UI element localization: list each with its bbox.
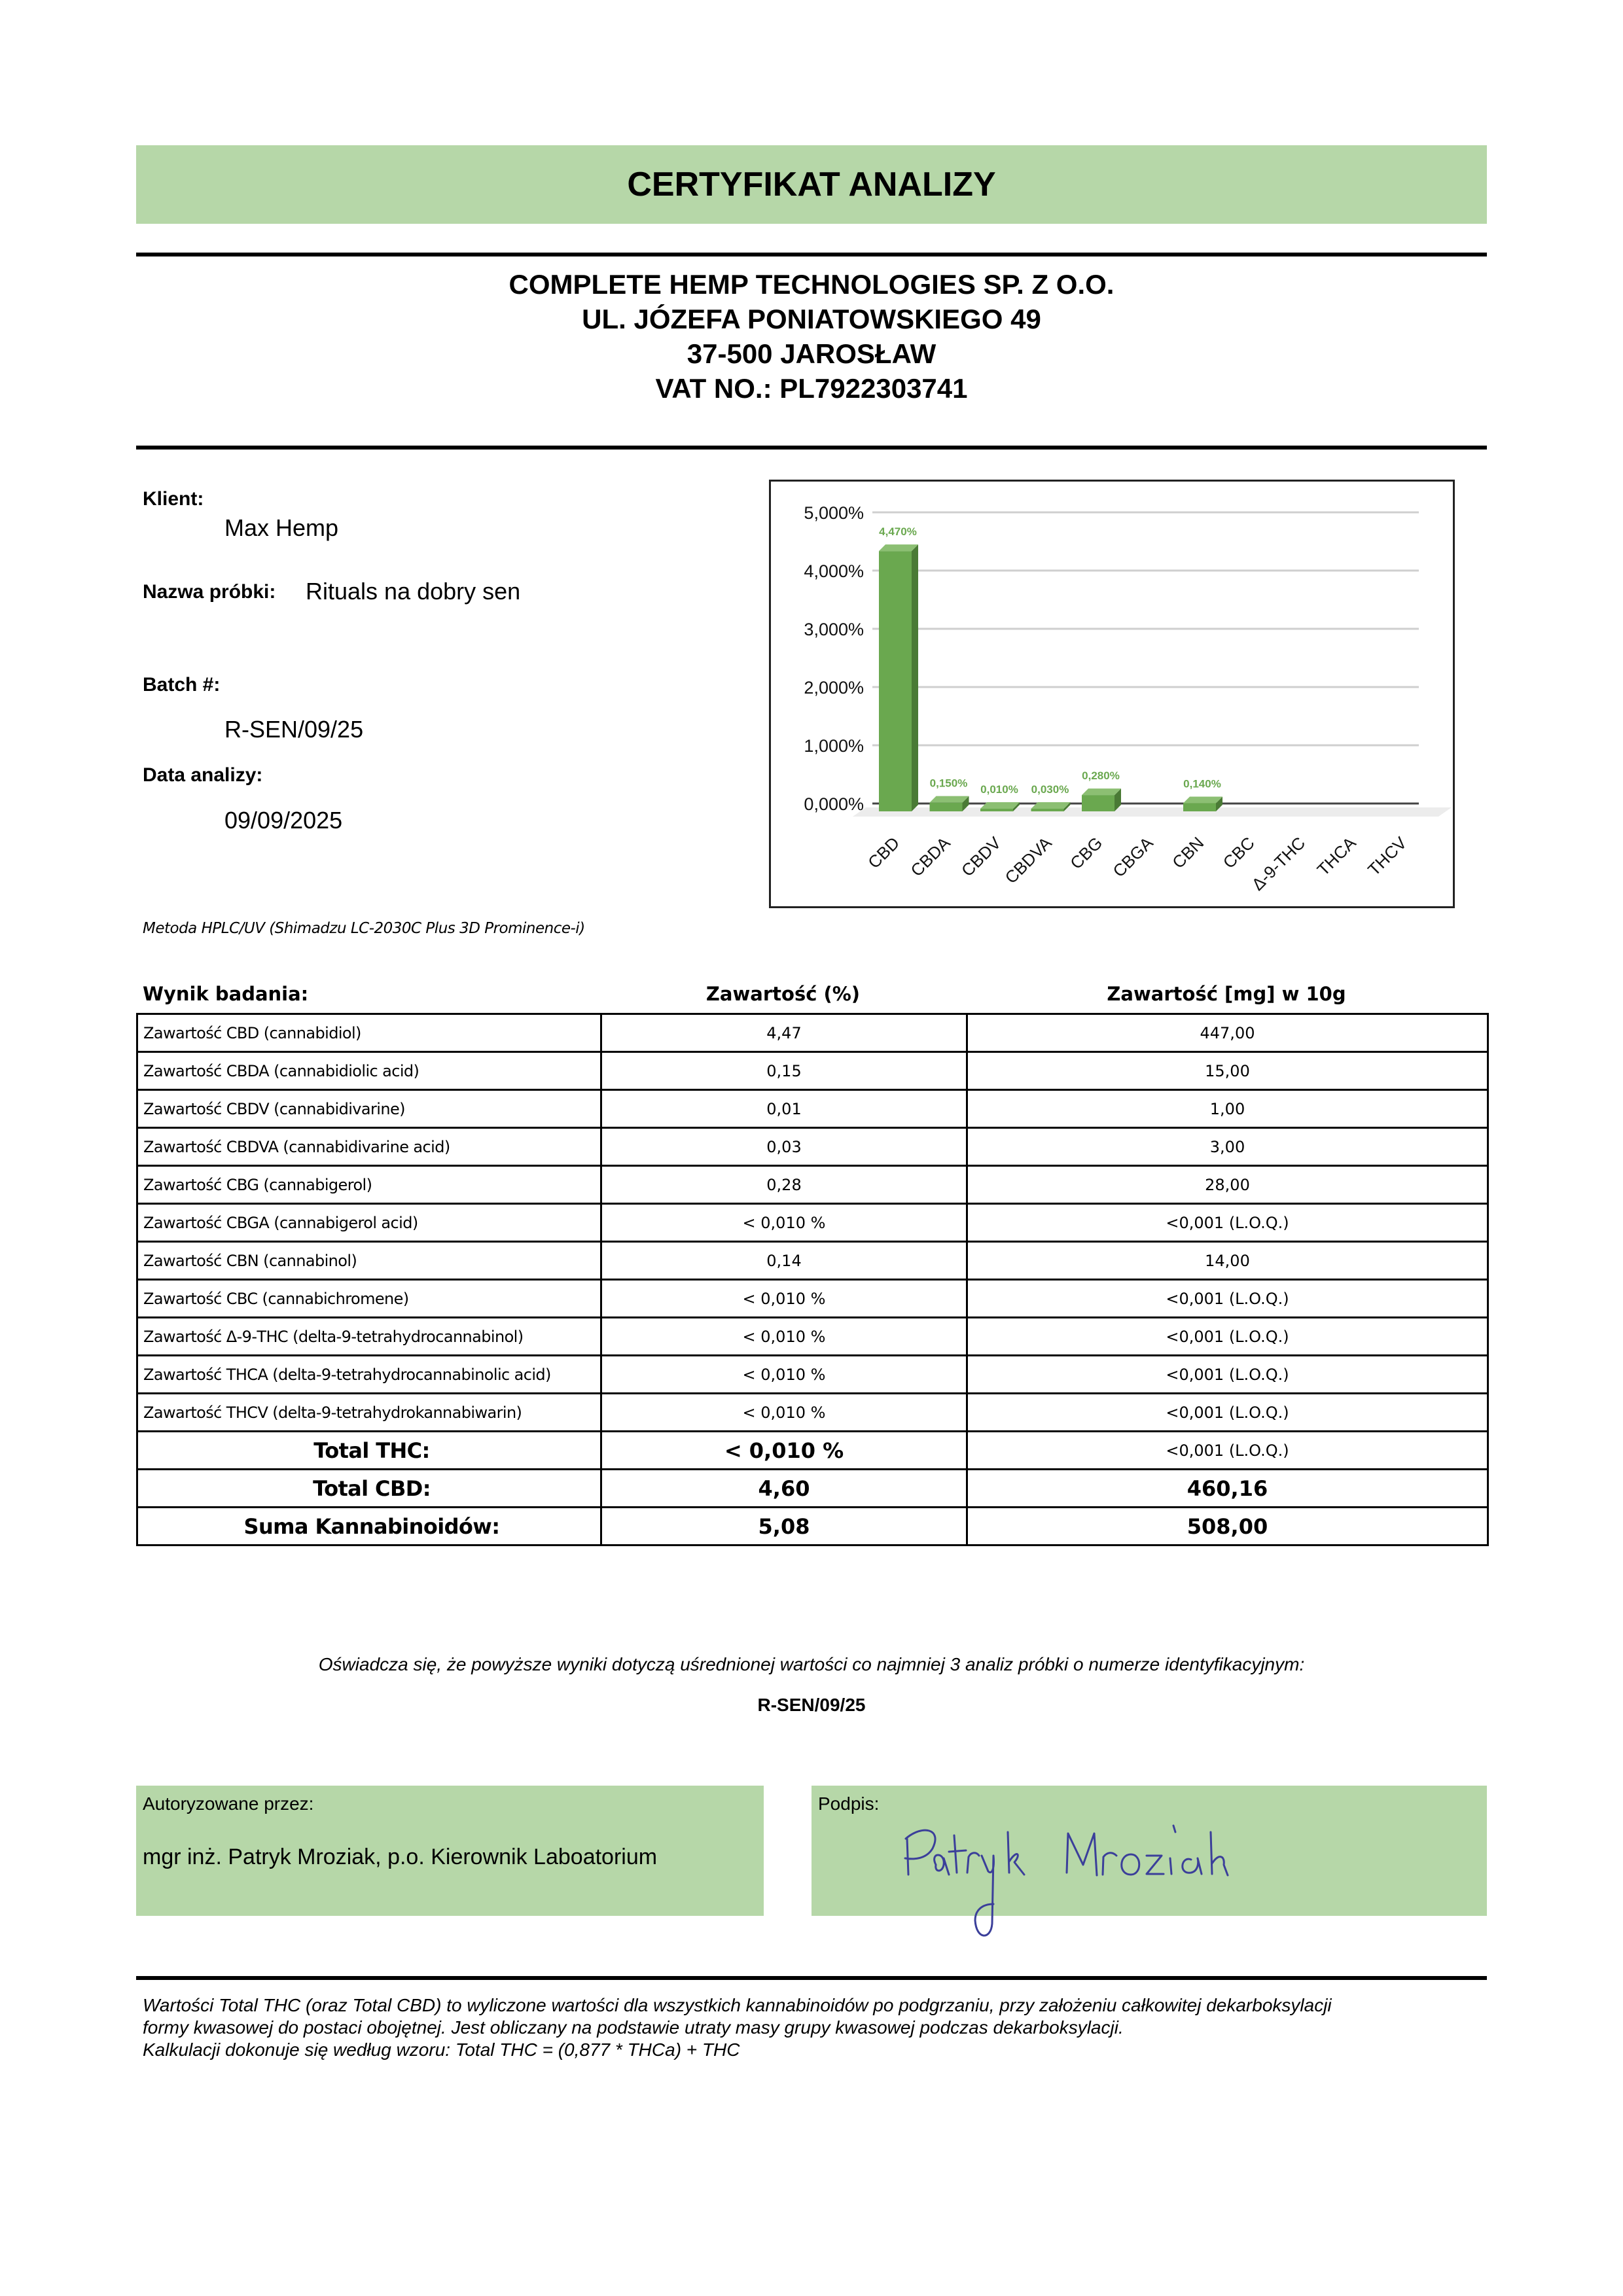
y-tick-label: 4,000% xyxy=(804,561,864,581)
bar-data-label: 0,030% xyxy=(1031,783,1069,796)
table-total-row xyxy=(137,1470,1488,1508)
cell-name: Zawartość CBG (cannabigerol) xyxy=(137,1166,601,1204)
x-category-label: CBDV xyxy=(957,833,1005,881)
bar-top xyxy=(879,544,918,551)
x-category-label: CBD xyxy=(864,833,904,873)
cell-mg: <0,001 (L.O.Q.) xyxy=(967,1280,1488,1318)
x-category-label: Δ-9-THC xyxy=(1247,833,1310,894)
bar-top xyxy=(1082,788,1121,795)
company-vat: VAT NO.: PL7922303741 xyxy=(655,373,968,404)
cell-percent: 5,08 xyxy=(601,1508,967,1545)
bar xyxy=(930,803,963,811)
cell-name: Zawartość THCV (delta-9-tetrahydrokannabiwarin) xyxy=(137,1394,601,1432)
table-row xyxy=(137,1128,1488,1166)
x-category-label: CBN xyxy=(1168,833,1208,873)
cell-mg: 15,00 xyxy=(967,1052,1488,1090)
footnote-line-2: formy kwasowej do postaci obojętnej. Jest obliczany na podstawie utraty masy grupy kwasowej podczas dekarboksylacji. xyxy=(143,2017,1124,2038)
cell-mg: 508,00 xyxy=(967,1508,1488,1545)
footnote-line-3: Kalkulacji dokonuje się według wzoru: Total THC = (0,877 * THCa) + THC xyxy=(143,2040,740,2060)
footnote xyxy=(143,1994,1478,2061)
cell-percent: 0,03 xyxy=(601,1128,967,1166)
bar xyxy=(1183,804,1216,811)
table-row xyxy=(137,1166,1488,1204)
cell-name: Zawartość CBDV (cannabidivarine) xyxy=(137,1090,601,1128)
results-table-headers xyxy=(136,983,1487,1013)
authorized-by-label: Autoryzowane przez: xyxy=(143,1793,314,1814)
bar xyxy=(879,551,912,811)
analysis-date-label: Data analizy: xyxy=(143,764,263,786)
header-percent: Zawartość (%) xyxy=(705,983,861,1005)
header-mg: Zawartość [mg] w 10g xyxy=(1107,983,1346,1005)
cell-mg: 14,00 xyxy=(967,1242,1488,1280)
x-category-label: THCV xyxy=(1363,833,1411,880)
cell-name: Zawartość THCA (delta-9-tetrahydrocannabinolic acid) xyxy=(137,1356,601,1394)
cell-percent: 0,15 xyxy=(601,1052,967,1090)
declaration-text: Oświadcza się, że powyższe wyniki dotyczą uśrednionej wartości co najmniej 3 analiz próbki o numerze identyfikacyjnym: xyxy=(318,1654,1305,1674)
company-city: 37-500 JAROSŁAW xyxy=(687,338,936,369)
company-street: UL. JÓZEFA PONIATOWSKIEGO 49 xyxy=(582,304,1041,334)
declaration-sample-id: R-SEN/09/25 xyxy=(757,1695,866,1715)
cell-percent: < 0,010 % xyxy=(601,1318,967,1356)
footnote-line-1: Wartości Total THC (oraz Total CBD) to wyliczone wartości dla wszystkich kannabinoidów po podgrzaniu, przy założeniu całkowitej dekarboksylacji xyxy=(143,1995,1332,2015)
analysis-date-value: 09/09/2025 xyxy=(224,807,343,834)
cell-mg: 1,00 xyxy=(967,1090,1488,1128)
table-row xyxy=(137,1356,1488,1394)
cell-name: Zawartość CBDVA (cannabidivarine acid) xyxy=(137,1128,601,1166)
cell-name: Suma Kannabinoidów: xyxy=(137,1508,601,1545)
cell-name: Zawartość CBGA (cannabigerol acid) xyxy=(137,1204,601,1242)
bar-data-label: 0,280% xyxy=(1082,769,1120,783)
client-label: Klient: xyxy=(143,488,204,510)
table-row xyxy=(137,1280,1488,1318)
cell-name: Zawartość CBC (cannabichromene) xyxy=(137,1280,601,1318)
cell-percent: 0,01 xyxy=(601,1090,967,1128)
divider-top xyxy=(136,253,1487,256)
y-tick-label: 3,000% xyxy=(804,620,864,639)
bar-data-label: 4,470% xyxy=(879,525,917,539)
table-row xyxy=(137,1052,1488,1090)
table-row xyxy=(137,1204,1488,1242)
table-row xyxy=(137,1014,1488,1052)
bar-top xyxy=(930,796,969,803)
x-category-label: CBDA xyxy=(906,833,954,881)
header-result: Wynik badania: xyxy=(143,983,309,1005)
cell-mg: <0,001 (L.O.Q.) xyxy=(967,1204,1488,1242)
cell-name: Zawartość CBD (cannabidiol) xyxy=(137,1014,601,1052)
x-category-label: THCA xyxy=(1313,833,1360,880)
cannabinoid-bar-chart xyxy=(769,480,1455,908)
table-row xyxy=(137,1318,1488,1356)
x-category-label: CBC xyxy=(1219,833,1258,873)
divider-footer xyxy=(136,1976,1487,1980)
table-row xyxy=(137,1394,1488,1432)
x-category-label: CBG xyxy=(1066,833,1107,874)
y-tick-label: 5,000% xyxy=(804,503,864,523)
bar-top xyxy=(980,802,1020,809)
cell-percent: 0,14 xyxy=(601,1242,967,1280)
cell-name: Zawartość CBDA (cannabidiolic acid) xyxy=(137,1052,601,1090)
cell-percent: 4,47 xyxy=(601,1014,967,1052)
sample-name-label: Nazwa próbki: xyxy=(143,581,276,603)
bar xyxy=(1082,795,1115,811)
bar xyxy=(1031,809,1064,811)
table-total-row xyxy=(137,1508,1488,1545)
authorized-by-box xyxy=(136,1786,764,1916)
authorized-by-name: mgr inż. Patryk Mroziak, p.o. Kierownik Laboatorium xyxy=(143,1845,658,1869)
cell-percent: 4,60 xyxy=(601,1470,967,1508)
cell-mg: 460,16 xyxy=(967,1470,1488,1508)
cell-percent: < 0,010 % xyxy=(601,1204,967,1242)
title-band xyxy=(136,145,1487,224)
bar-side xyxy=(912,544,918,811)
divider-company xyxy=(136,446,1487,450)
cell-percent: < 0,010 % xyxy=(601,1280,967,1318)
client-value: Max Hemp xyxy=(224,514,339,541)
bar-data-label: 0,150% xyxy=(929,777,968,790)
bar xyxy=(980,809,1013,811)
batch-label: Batch #: xyxy=(143,674,221,696)
cell-name: Zawartość CBN (cannabinol) xyxy=(137,1242,601,1280)
handwritten-signature-icon xyxy=(903,1812,1427,1956)
cell-mg: 3,00 xyxy=(967,1128,1488,1166)
y-tick-label: 2,000% xyxy=(804,678,864,698)
cell-mg: <0,001 (L.O.Q.) xyxy=(967,1394,1488,1432)
company-block xyxy=(136,267,1487,406)
results-table xyxy=(136,1013,1489,1546)
signature-label: Podpis: xyxy=(818,1793,880,1814)
table-total-row xyxy=(137,1432,1488,1470)
cell-percent: < 0,010 % xyxy=(601,1394,967,1432)
cell-mg: <0,001 (L.O.Q.) xyxy=(967,1318,1488,1356)
y-tick-label: 0,000% xyxy=(804,794,864,814)
table-row xyxy=(137,1090,1488,1128)
cell-name: Total CBD: xyxy=(137,1470,601,1508)
bar-data-label: 0,010% xyxy=(980,783,1018,796)
cell-mg: 447,00 xyxy=(967,1014,1488,1052)
company-name: COMPLETE HEMP TECHNOLOGIES SP. Z O.O. xyxy=(508,269,1115,300)
cell-percent: < 0,010 % xyxy=(601,1432,967,1470)
method-note: Metoda HPLC/UV (Shimadzu LC-2030C Plus 3D Prominence-i) xyxy=(143,920,585,937)
cell-name: Total THC: xyxy=(137,1432,601,1470)
bar-top xyxy=(1183,797,1222,804)
cell-mg: 28,00 xyxy=(967,1166,1488,1204)
batch-value: R-SEN/09/25 xyxy=(224,716,364,743)
chart-canvas xyxy=(771,482,1453,906)
cell-percent: < 0,010 % xyxy=(601,1356,967,1394)
bar-top xyxy=(1031,802,1071,809)
cell-mg: <0,001 (L.O.Q.) xyxy=(967,1432,1488,1470)
y-tick-label: 1,000% xyxy=(804,736,864,756)
cell-percent: 0,28 xyxy=(601,1166,967,1204)
table-row xyxy=(137,1242,1488,1280)
sample-name-value: Rituals na dobry sen xyxy=(306,578,521,605)
cell-name: Zawartość Δ-9-THC (delta-9-tetrahydrocannabinol) xyxy=(137,1318,601,1356)
cell-mg: <0,001 (L.O.Q.) xyxy=(967,1356,1488,1394)
bar-data-label: 0,140% xyxy=(1183,777,1221,790)
x-category-label: CBGA xyxy=(1109,833,1157,881)
document-title: CERTYFIKAT ANALIZY xyxy=(627,166,996,203)
x-category-label: CBDVA xyxy=(1001,833,1056,888)
